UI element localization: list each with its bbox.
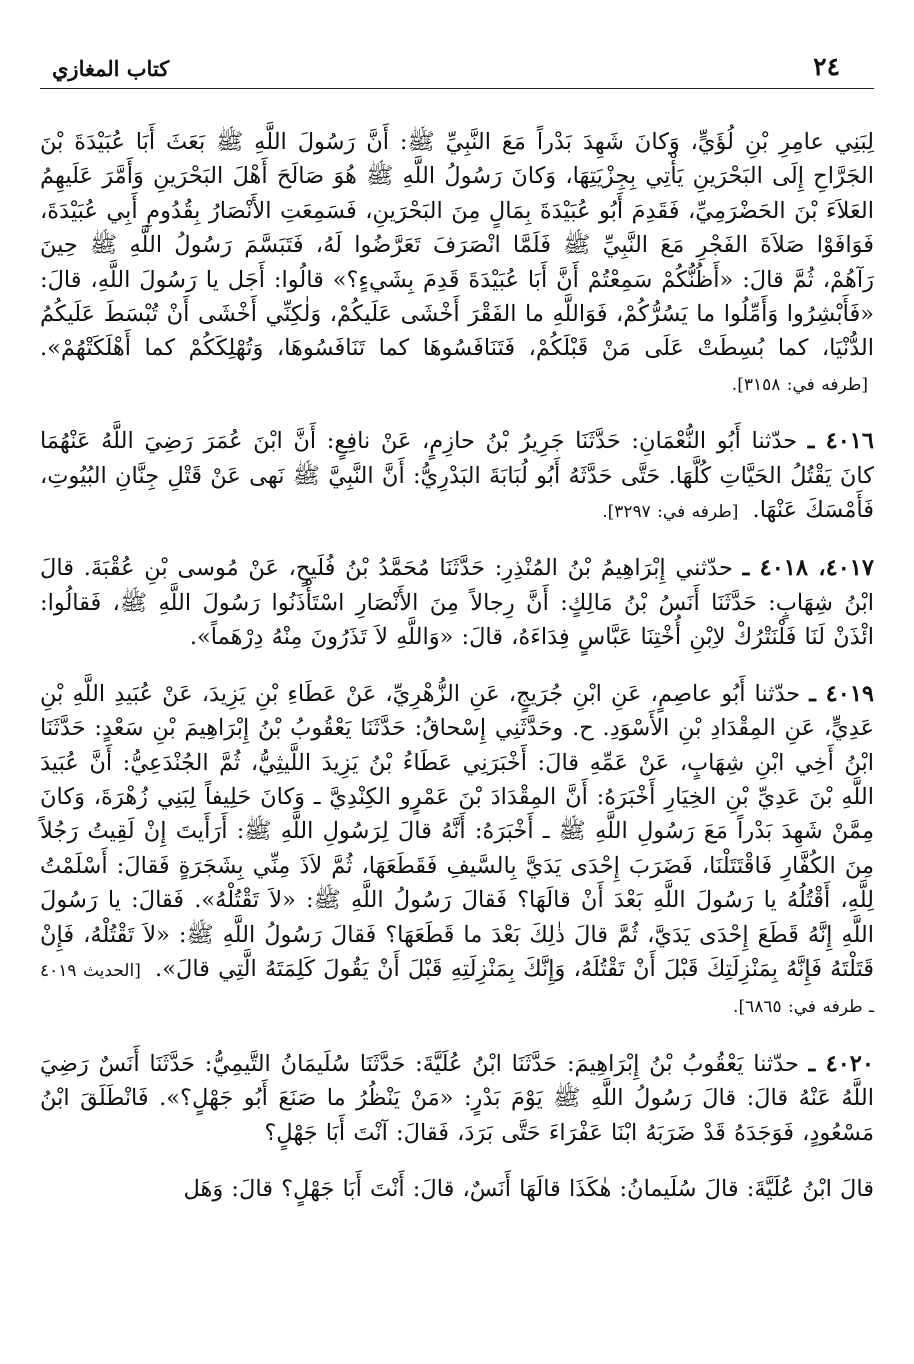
paragraph-text: لِبَنِي عامِرِ بْنِ لُؤَيٍّ، وَكانَ شَهِدَ بَدْراً مَعَ النَّبِيِّ ﷺ: أَنَّ رَسُولَ اللَّهِ ﷺ بَعَثَ أَبَا عُبَيْدَةَ بْنَ الجَرَّاحِ إِلَى البَحْرَينِ يَأْتِي بِجِزْيَتِهَا، وَكانَ رَسُولُ اللَّهِ ﷺ هُوَ صَالَحَ أَهْلَ البَحْرَينِ وَأَمَّرَ عَلَيهِمُ العَلاَءَ بْنَ الحَضْرَمِيِّ، فَقَدِمَ أَبُو عُبَيْدَةَ بِمَالٍ مِنَ البَحْرَينِ، فَسَمِعَتِ الأَنْصَارُ بِقُدُومِ أَبِي عُبَيْدَةَ، فَوَافَوْا صَلاَةَ الفَجْرِ مَعَ النَّبِيِّ ﷺ فَلَمَّا انْصَرَفَ تَعَرَّضُوا لَهُ، فَتَبَسَّمَ رَسُولُ اللَّهِ ﷺ حِينَ رَآهُمْ، ثُمَّ قالَ: «أَظُنُّكُمْ سَمِعْتُمْ أَنَّ أَبَا عُبَيْدَةَ قَدِمَ بِشَيءٍ؟» قالُوا: أَجَل يا رَسُولَ اللَّهِ، قالَ: «فَأَبْشِرُوا وَأَمِّلُوا ما يَسُرُّكُمْ، فَوَاللَّهِ ما الفَقْرَ أَخْشَى عَلَيكُمْ، وَلٰكِنِّي أَخْشَى أَنْ تُبْسَطَ عَلَيكُمُ الدُّنْيَا، كما بُسِطَتْ عَلَى مَنْ قَبْلَكُمْ، فَتَنَافَسُوهَا كما تَنَافَسُوهَا، وَتُهْلِكَكُمْ كما أَهْلَكَتْهُمْ». xyxy=(40,129,874,362)
book-title: كتاب المغازي xyxy=(52,56,170,81)
paragraph-trailing xyxy=(40,1172,874,1206)
page-number: ٢٤ xyxy=(813,52,840,81)
cross-reference: [طرفه في: ٣١٥٨]. xyxy=(731,374,868,395)
page xyxy=(40,46,874,1344)
hadith-4016 xyxy=(40,424,874,529)
page-body xyxy=(40,89,874,1206)
hadith-number: ٤٠١٩ ـ xyxy=(809,680,874,707)
paragraph-text: حدّثنا أَبُو عاصِمٍ، عَنِ ابْنِ جُرَيجٍ، عَنِ الزُّهْرِيِّ، عَنْ عَطَاءِ بْنِ يَزِيدَ، عَنْ عُبَيدِ اللَّهِ بْنِ عَدِيٍّ، عَنِ المِقْدَادِ بْنِ الأَسْوَدِ. ح. وحَدَّثَنِي إِسْحاقُ: حَدَّثَنَا يَعْقُوبُ بْنُ إِبْرَاهِيمَ بْنِ سَعْدٍ: حَدَّثَنَا ابْنُ أَخِي ابْنِ شِهَابٍ، عَنْ عَمِّهِ قالَ: أَخْبَرَنِي عَطَاءُ بْنُ يَزِيدَ اللَّيثِيُّ، ثُمَّ الجُنْدَعِيُّ: أَنَّ عُبَيدَ اللَّهِ بْنَ عَدِيِّ بْنِ الخِيَارِ أَخْبَرَهُ: أَنَّ المِقْدَادَ بْنَ عَمْرٍو الكِنْدِيَّ ـ وَكانَ حَلِيفاً لِبَنِي زُهْرَةَ، وَكانَ مِمَّنْ شَهِدَ بَدْراً مَعَ رَسُولِ اللَّهِ ﷺ ـ أَخْبَرَهُ: أَنَّهُ قالَ لِرَسُولِ اللَّهِ ﷺ: أَرَأَيتَ إِنْ لَقِيتُ رَجُلاً مِنَ الكُفَّارِ فَاقْتَتَلْنَا، فَضَرَبَ إِحْدَى يَدَيَّ بِالسَّيفِ فَقَطَعَهَا، ثُمَّ لاَذَ مِنِّي بِشَجَرَةٍ فَقالَ: أَسْلَمْتُ لِلَّهِ، أَقْتُلُهُ يا رَسُولَ اللَّهِ بَعْدَ أَنْ قالَهَا؟ فَقالَ رَسُولُ اللَّهِ ﷺ: «لاَ تَقْتُلْهُ». فَقالَ: يا رَسُولَ اللَّهِ إِنَّهُ قَطَعَ إِحْدَى يَدَيَّ، ثُمَّ قالَ ذٰلِكَ بَعْدَ ما قَطَعَهَا؟ فَقالَ رَسُولُ اللَّهِ ﷺ: «لاَ تَقْتُلْهُ، فَإِنْ قَتَلْتَهُ فَإِنَّهُ بِمَنْزِلَتِكَ قَبْلَ أَنْ تَقْتُلَهُ، وَإِنَّكَ بِمَنْزِلَتِهِ قَبْلَ أَنْ يَقُولَ كَلِمَتَهُ الَّتِي قالَ». xyxy=(40,680,875,982)
paragraph-text: قالَ ابْنُ عُلَيَّةَ: قالَ سُلَيمانُ: هٰكَذَا قالَهَا أَنَسٌ، قالَ: أَنْتَ أَبَا جَهْلٍ؟ قالَ: وَهَل xyxy=(183,1175,874,1202)
paragraph-text: حدّثنا يَعْقُوبُ بْنُ إِبْرَاهِيمَ: حَدَّثَنَا ابْنُ عُلَيَّةَ: حَدَّثَنَا سُلَيمَانُ التَّيمِيُّ: حَدَّثَنَا أَنَسٌ رَضِيَ اللَّهُ عَنْهُ قالَ: قالَ رَسُولُ اللَّهِ ﷺ يَوْمَ بَدْرٍ: «مَنْ يَنْظُرُ ما صَنَعَ أَبُو جَهْلٍ؟». فَانْطَلَقَ ابْنُ مَسْعُودٍ، فَوَجَدَهُ قَدْ ضَرَبَهُ ابْنَا عَفْرَاءَ حَتَّى بَرَدَ، فَقالَ: آنْتَ أَبَا جَهْلٍ؟ xyxy=(40,1050,874,1146)
cross-reference: [طرفه في: ٣٢٩٧]. xyxy=(602,502,739,523)
hadith-number: ٤٠٢٠ ـ xyxy=(808,1050,874,1077)
hadith-4020 xyxy=(40,1047,874,1150)
hadith-4017-4018 xyxy=(40,551,874,654)
paragraph-text: حدّثنا أَبُو النُّعْمَانِ: حَدَّثَنَا جَرِيرُ بْنُ حازِمٍ، عَنْ نافِعٍ: أَنَّ ابْنَ عُمَرَ رَضِيَ اللَّهُ عَنْهُمَا كانَ يَقْتُلُ الحَيَّاتِ كُلَّهَا. حَتَّى حَدَّثَهُ أَبُو لُبَابَةَ البَدْرِيُّ: أَنَّ النَّبِيَّ ﷺ نَهى عَنْ قَتْلِ جِنَّانِ البُيُوتِ، فَأَمْسَكَ عَنْهَا. xyxy=(40,428,874,524)
hadith-number: ٤٠١٦ ـ xyxy=(807,428,874,455)
hadith-number: ٤٠١٧، ٤٠١٨ ـ xyxy=(742,555,874,582)
paragraph-text: حدّثني إِبْرَاهِيمُ بْنُ المُنْذِرِ: حَدَّثَنَا مُحَمَّدُ بْنُ فُلَيحٍ، عَنْ مُوسى بْنِ عُقْبَةَ. قالَ ابْنُ شِهَابٍ: حَدَّثَنَا أَنَسُ بْنُ مَالِكٍ: أَنَّ رِجالاً مِنَ الأَنْصَارِ اسْتَأْذَنُوا رَسُولَ اللَّهِ ﷺ، فَقالُوا: ائْذَنْ لَنَا فَلْنَتْرُكْ لاِبْنِ أُخْتِنَا عَبَّاسٍ فِدَاءَهُ، قالَ: «وَاللَّهِ لاَ تَذَرُونَ مِنْهُ دِرْهَماً». xyxy=(40,555,874,651)
cross-reference: [الحديث ٤٠١٩ ـ طرفه في: ٦٨٦٥]. xyxy=(40,960,874,1018)
paragraph-continuation xyxy=(40,125,874,402)
page-header xyxy=(40,46,874,89)
hadith-4019 xyxy=(40,677,874,1025)
